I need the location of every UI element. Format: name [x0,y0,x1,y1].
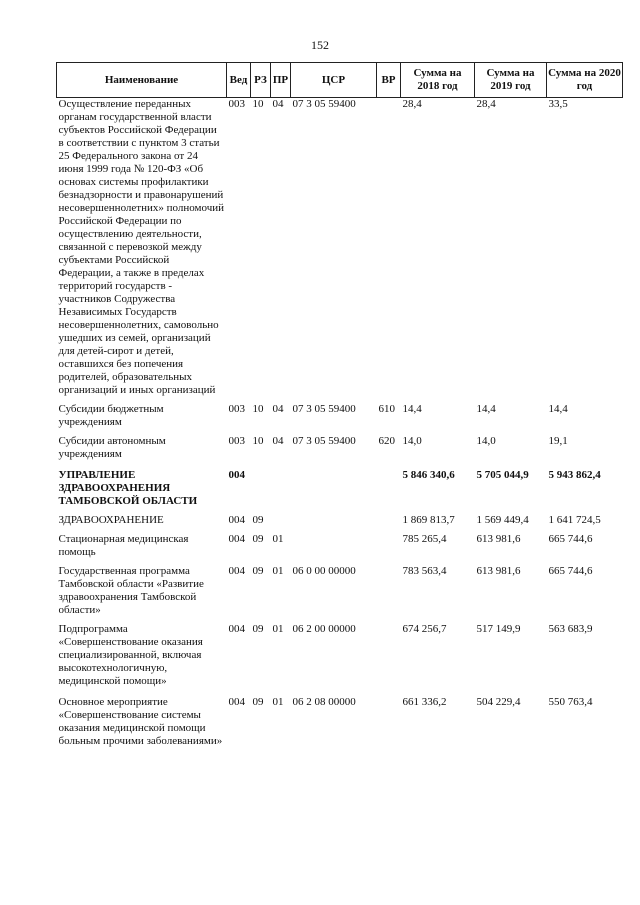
table-row [57,533,623,565]
row-rz: 09 [252,696,264,708]
row-sum-2019: 28,4 [476,98,496,110]
row-ved: 004 [228,533,245,545]
row-pr: 01 [272,533,284,545]
row-sum-2020: 19,1 [548,435,568,447]
row-vr [377,98,401,404]
row-csr: 07 3 05 59400 [292,435,356,447]
row-ved: 004 [228,623,245,635]
row-sum-2020: 550 763,4 [548,696,593,708]
row-name: Государственная программа Тамбовской области «Развитие здравоохранения Тамбовской области» [58,565,204,616]
row-sum-2018: 14,4 [402,403,422,415]
row-pr: 04 [272,435,284,447]
header-sum-2020: Сумма на 2020 год [547,63,623,98]
table-body [57,98,623,757]
row-ved: 003 [228,98,245,110]
row-pr: 04 [272,403,284,415]
row-sum-2018: 5 846 340,6 [402,469,455,481]
row-csr: 06 0 00 00000 [292,565,356,577]
row-sum-2019: 14,0 [476,435,496,447]
row-sum-2020: 665 744,6 [548,533,593,545]
row-rz: 10 [252,403,264,415]
header-pr: ПР [271,63,291,98]
row-sum-2019: 517 149,9 [476,623,521,635]
row-sum-2019: 613 981,6 [476,533,521,545]
row-csr: 06 2 08 00000 [292,696,356,708]
row-sum-2020: 14,4 [548,403,568,415]
row-csr [291,514,377,533]
row-csr: 06 2 00 00000 [292,623,356,635]
table-row [57,98,623,404]
row-vr: 610 [378,403,395,415]
row-csr [291,533,377,565]
header-row [57,63,623,98]
row-sum-2020: 1 641 724,5 [548,514,601,526]
row-sum-2019: 504 229,4 [476,696,521,708]
row-csr: 07 3 05 59400 [292,403,356,415]
table-row [57,435,623,469]
row-csr [291,469,377,514]
row-name: Основное мероприятие «Совершенствование системы оказания медицинской помощи больным прочими заболеваниями» [58,696,223,747]
row-sum-2018: 28,4 [402,98,422,110]
row-ved: 004 [228,565,245,577]
row-ved: 004 [228,696,245,708]
row-vr [377,565,401,623]
header-name: Наименование [57,63,227,98]
header-sum-2018: Сумма на 2018 год [401,63,475,98]
table-row [57,514,623,533]
row-sum-2020: 563 683,9 [548,623,593,635]
row-name: Стационарная медицинская помощь [58,533,189,558]
row-pr: 01 [272,696,284,708]
header-sum-2019: Сумма на 2019 год [475,63,547,98]
table-row [57,623,623,696]
row-pr [271,514,291,533]
row-vr [377,623,401,696]
budget-table [56,62,623,756]
row-csr: 07 3 05 59400 [292,98,356,110]
table-row [57,403,623,435]
row-sum-2020: 33,5 [548,98,568,110]
row-ved: 003 [228,403,245,415]
row-pr: 01 [272,565,284,577]
row-sum-2019: 613 981,6 [476,565,521,577]
row-sum-2020: 5 943 862,4 [548,469,601,481]
row-name: УПРАВЛЕНИЕ ЗДРАВООХРАНЕНИЯ ТАМБОВСКОЙ ОБЛАСТИ [58,469,198,507]
row-name: Осуществление переданных органам государственной власти субъектов Российской Федерации в соответствии с пунктом 3 статьи 25 Федерального закона от 24 июня 1999 года № 120-ФЗ «Об основах системы профилактики безнадзорности и правонарушений несовершеннолетних» полномочий Российской Федерации по осуществлению деятельности, связанной с перевозкой между субъектами Российской Федерации, а также в пределах территорий государств - участников Содружества Независимых Государств несовершеннолетних, самовольно ушедших из семей, организаций для детей-сирот и детей, оставшихся без попечения родителей, образовательных организаций и иных организаций [58,98,225,396]
row-vr [377,533,401,565]
header-csr: ЦСР [291,63,377,98]
row-ved: 003 [228,435,245,447]
row-vr [377,514,401,533]
row-rz: 10 [252,435,264,447]
row-name: Субсидии бюджетным учреждениям [58,403,164,428]
header-ved: Вед [227,63,251,98]
row-name: ЗДРАВООХРАНЕНИЕ [58,514,164,526]
header-vr: ВР [377,63,401,98]
row-pr: 01 [272,623,284,635]
row-sum-2019: 5 705 044,9 [476,469,529,481]
row-rz: 09 [252,565,264,577]
row-vr [377,469,401,514]
row-sum-2018: 661 336,2 [402,696,447,708]
row-sum-2019: 14,4 [476,403,496,415]
row-rz: 09 [252,623,264,635]
table-row [57,565,623,623]
header-rz: РЗ [251,63,271,98]
table-row [57,696,623,756]
row-ved: 004 [228,514,245,526]
row-rz [251,469,271,514]
row-sum-2018: 783 563,4 [402,565,447,577]
row-rz: 10 [252,98,264,110]
row-rz: 09 [252,514,264,526]
page-number: 152 [311,38,329,52]
row-pr: 04 [272,98,284,110]
row-sum-2018: 1 869 813,7 [402,514,455,526]
row-ved: 004 [228,469,245,481]
row-name: Подпрограмма «Совершенствование оказания специализированной, включая высокотехнологичную, медицинской помощи» [58,623,203,687]
row-rz: 09 [252,533,264,545]
row-vr: 620 [378,435,395,447]
row-sum-2019: 1 569 449,4 [476,514,529,526]
row-pr [271,469,291,514]
row-sum-2018: 785 265,4 [402,533,447,545]
row-sum-2018: 674 256,7 [402,623,447,635]
row-vr [377,696,401,756]
row-name: Субсидии автономным учреждениям [58,435,166,460]
row-sum-2020: 665 744,6 [548,565,593,577]
row-sum-2018: 14,0 [402,435,422,447]
table-row [57,469,623,514]
